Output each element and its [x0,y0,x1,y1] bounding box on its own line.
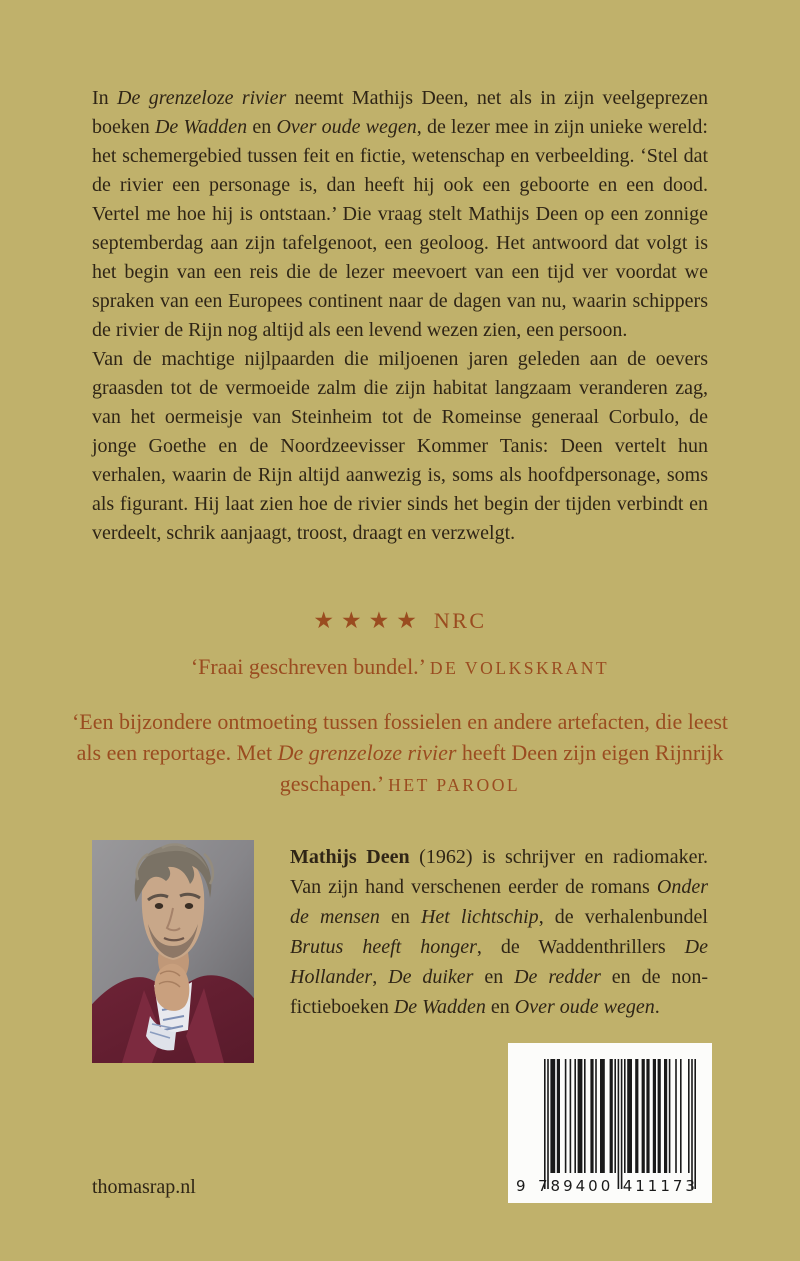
barcode [508,1043,712,1203]
review-quote-parool: ‘Een bijzondere ontmoeting tussen fossielen en andere artefacten, die leest als een reportage. Met De grenzeloze rivier heeft Deen zijn eigen Rijnrijk geschapen.’ HET PAROOL [71,709,729,796]
author-bio: Mathijs Deen (1962) is schrijver en radiomaker. Van zijn hand verschenen eerder de romans Onder de mensen en Het lichtschip, de verhalenbundel Brutus heeft honger, de Waddenthrillers De Hollander, De duiker en De redder en de non-fictieboeken De Wadden en Over oude wegen. [290,846,709,1018]
barcode-bars-icon [544,1059,696,1189]
synopsis-paragraph-2: Van de machtige nijlpaarden die miljoenen jaren geleden aan de oevers graasden tot de vermoeide zalm die zijn habitat langzaam veranderen zag, van het oermeisje van Steinheim tot de Romeinse generaal Corbulo, de jonge Goethe en de Noordzeevisser Kommer Tanis: Deen vertelt hun verhalen, waarin de Rijn altijd aanwezig is, soms als hoofdpersonage, soms als figurant. Hij laat zien hoe de rivier sinds het begin der tijden verbindt en verdeelt, schrik aanjaagt, troost, draagt en verzwelgt. [92,348,708,544]
review-quote-volkskrant: ‘Fraai geschreven bundel.’ DE VOLKSKRANT [190,654,610,679]
synopsis-text [92,84,708,548]
review-stars-row [0,608,800,634]
publisher-website: thomasrap.nl [92,1176,196,1198]
synopsis-paragraph-1: In De grenzeloze rivier neemt Mathijs Deen, net als in zijn veelgeprezen boeken De Wadden en Over oude wegen, de lezer mee in zijn unieke wereld: het schemergebied tussen feit en fictie, wetenschap en verbeelding. ‘Stel dat de rivier een personage is, dan heeft hij ook een geboorte en een dood. Vertel me hoe hij is ontstaan.’ Die vraag stelt Mathijs Deen op een zonnige septemberdag aan zijn tafelgenoot, een geoloog. Het antwoord dat volgt is het begin van een reis die de lezer meevoert van een tijd ver voordat we spraken van een Europees continent naar de dagen van nu, waarin schippers de rivier de Rijn nog altijd als een levend wezen zien, een persoon. [92,87,708,341]
review-source-nrc: NRC [433,608,487,633]
isbn-group-1: 789400 [538,1177,614,1195]
isbn-group-2: 411173 [622,1177,698,1195]
isbn-first-digit: 9 [516,1177,529,1195]
author-photo [92,840,254,1063]
author-section [92,840,708,1022]
star-rating-icon: ★★★★ [313,608,424,634]
isbn-digits [516,1177,698,1195]
